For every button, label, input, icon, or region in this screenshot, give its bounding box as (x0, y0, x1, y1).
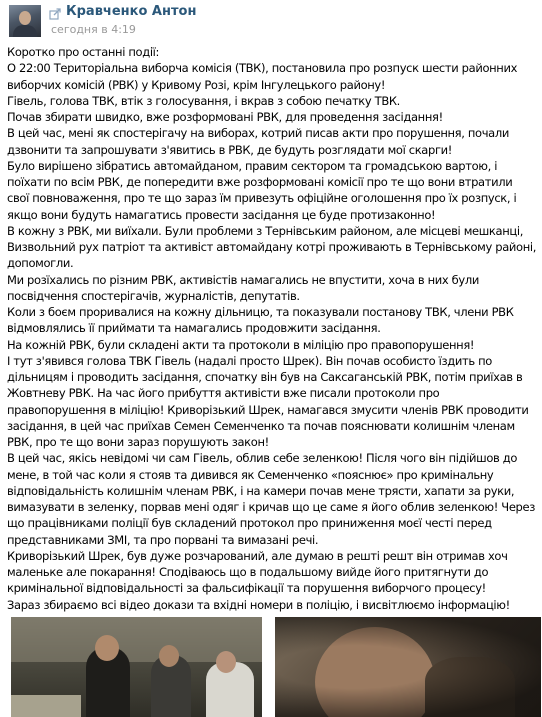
photo-shadow (275, 617, 541, 717)
post-paragraph: В кожну з РВК, ми виїхали. Були проблеми з Тернівським районом, але місцеві мешканці, Визвольний рух патріот та активіст автомайдану котрі проживають в Тернівському районі, допомогли. (7, 223, 537, 271)
post-paragraph: В цей час, мені як спостерігачу на виборах, котрий писав акти про порушення, почали дзвонити та запрошувати з'явитись в РВК, де будуть розглядати мої скарги! (7, 126, 509, 157)
post-paragraph: Коротко про останні події: (7, 45, 160, 59)
post-header (49, 3, 196, 19)
post-text (7, 44, 537, 613)
avatar-head (19, 11, 31, 25)
photo-person-head (216, 651, 236, 673)
photo-table (11, 695, 81, 717)
photo-commission-room[interactable] (11, 617, 262, 717)
photo-person-head (95, 635, 119, 661)
post-paragraph: І тут з'явився голова ТВК Гівель (надалі просто Шрек). Він почав особисто їздить по дільницям і проводить засідання, спочатку він був на Саксаганській РВК, потім приїхав в Жовтневу РВК. На час його прибуття активісти вже писали протоколи про правопорушення в міліцію! Криворізький Шрек, намагався змусити членів РВК проводити засідання, в цей час приїхав Семен Семенченко та почав пояснювати колишнім членам РВК, про те що вони зараз порушують закон! (7, 353, 529, 449)
photo-man-closeup[interactable] (275, 617, 541, 717)
post-paragraph: О 22:00 Територіальна виборча комісія (ТВК), постановила про розпуск шести районних виборчих комісій (РВК) у Кривому Розі, крім Інгулецького району! (7, 61, 518, 92)
post-paragraph: Зараз збираємо всі відео докази та вхідні номери в поліцію, і висвітлюємо інформацію! (7, 597, 510, 612)
post-paragraph: На кожній РВК, були складені акти та протоколи в міліцію про правопорушення! (7, 337, 475, 352)
post-paragraph: Коли з боєм проривалися на кожну дільницю, та показували постанову ТВК, члени РВК відмовлялись її приймати та намагались продовжити засідання. (7, 305, 514, 336)
avatar-body (13, 25, 37, 37)
post-paragraph: Почав збирати швидко, вже розформовані РВК, для проведення засідання! (7, 110, 443, 124)
author-name-link[interactable]: Кравченко Антон (66, 3, 197, 19)
post-paragraph: Гівель, голова ТВК, втік з голосування, і вкрав з собою печатку ТВК. (7, 93, 400, 108)
post-paragraph: Було вирішено зібратись автомайданом, правим сектором та громадською вартою, і поїхати по всім РВК, де попередити вже розформовані комісії про те що вони втратили свої повноваження, про те що зараз їм привезуть офіційне оголошення про їх розпуск, і якщо вони будуть намагатись провести засідання це буде протизаконно! (7, 158, 517, 222)
repost-arrow-icon (49, 5, 62, 17)
post-paragraph: Ми розїхались по різним РВК, активістів намагались не впустити, хоча в них були посвідчення спостерігачів, журналістів, депутатів. (7, 272, 479, 303)
author-avatar[interactable] (9, 5, 41, 37)
post-paragraph: В цей час, якісь невідомі чи сам Гівель, облив себе зеленкою! Після чого він підійшов до мене, в той час коли я стояв та дивився як Семенченко «пояснює» про кримінальну відповідальність колишнім членам РВК, і на камери почав мене трясти, хапати за руки, вимазувати в зеленку, порвав мені одяг і кричав що це саме я його облив зеленкою! Через що працівниками поліції був складений протокол про приниження моєї честі перед представниками ЗМІ, та про порвані та вимазані речі. (7, 451, 535, 547)
post-timestamp[interactable]: сегодня в 4:19 (51, 23, 136, 36)
photo-person-head (159, 645, 179, 667)
post-paragraph: Криворізький Шрек, був дуже розчарований, але думаю в решті решт він отримав хоч маленьке але покарання! Сподіваюсь що в подальшому вийде його притягнути до кримінальної відповідальності за фальсифікації та порушення виборчого процесу! (7, 548, 508, 596)
